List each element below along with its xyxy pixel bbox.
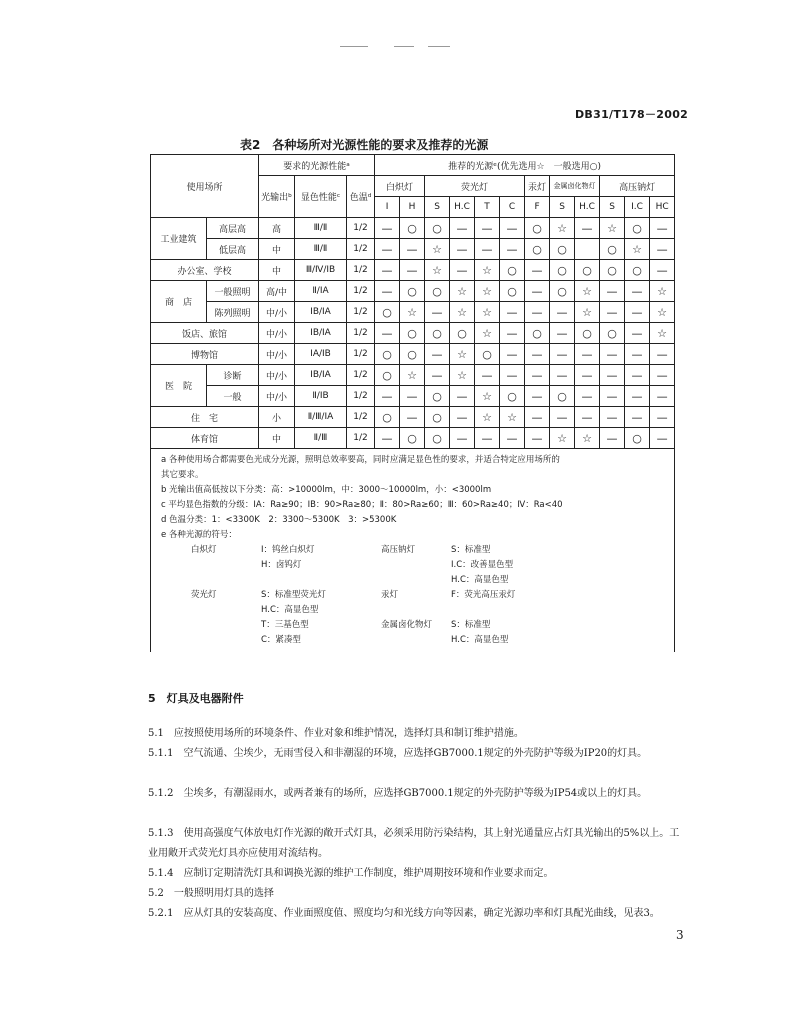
lamp-group-header: 荧光灯	[425, 176, 525, 197]
color-render-value: ⅠB/ⅠA	[295, 323, 347, 344]
lamp-code-header: I.C	[625, 197, 650, 218]
table-note: b 光输出值高低按以下分类：高：>10000lm，中：3000～10000lm，小：<3000lm	[161, 485, 492, 495]
place-label: 办公室、学校	[151, 260, 259, 281]
symbol-code	[381, 603, 451, 618]
lamp-code-header: F	[525, 197, 550, 218]
recommend-symbol: —	[450, 260, 475, 281]
lamp-code-header: HC	[650, 197, 675, 218]
lamp-code-header: I	[375, 197, 400, 218]
recommend-symbol: ○	[375, 302, 400, 323]
lamp-group-header: 金属卤化物灯	[550, 176, 600, 197]
table-note: 其它要求。	[161, 470, 204, 480]
output-value: 中/小	[259, 365, 295, 386]
symbol-code: I：钨丝白炽灯	[261, 545, 315, 555]
recommend-symbol: —	[500, 365, 525, 386]
output-value: 小	[259, 407, 295, 428]
output-value: 中/小	[259, 323, 295, 344]
output-value: 中	[259, 239, 295, 260]
recommend-symbol: ○	[400, 344, 425, 365]
recommend-symbol: —	[600, 302, 625, 323]
recommend-symbol: —	[400, 407, 425, 428]
color-temp-value: 1/2	[347, 302, 375, 323]
place-label: 体育馆	[151, 428, 259, 449]
recommend-symbol: ○	[525, 239, 550, 260]
lamp-group-header: 白炽灯	[375, 176, 425, 197]
recommend-symbol: —	[625, 365, 650, 386]
recommend-symbol: ☆	[400, 302, 425, 323]
color-temp-value: 1/2	[347, 218, 375, 239]
recommend-symbol: —	[475, 218, 500, 239]
recommend-symbol: —	[600, 407, 625, 428]
recommend-symbol: —	[600, 281, 625, 302]
body-paragraph: 5.1.4 应制订定期清洗灯具和调换光源的维护工作制度，维护周期按环境和作业要求而定。	[148, 868, 554, 879]
table-row	[151, 386, 675, 407]
recommend-symbol: —	[475, 428, 500, 449]
recommend-symbol: —	[625, 386, 650, 407]
output-value: 中/小	[259, 302, 295, 323]
recommend-symbol: —	[650, 218, 675, 239]
recommend-symbol: —	[650, 407, 675, 428]
place-group-label: 商 店	[151, 281, 207, 323]
recommend-symbol: ☆	[475, 281, 500, 302]
place-label: 住 宅	[151, 407, 259, 428]
body-paragraph: 5.1.2 尘埃多，有潮湿雨水，或两者兼有的场所，应选择GB7000.1规定的外壳防护等级为IP54或以上的灯具。	[148, 788, 648, 799]
scan-mark	[428, 46, 450, 47]
recommend-symbol: —	[525, 344, 550, 365]
page-number: 3	[676, 928, 684, 942]
recommend-symbol: ○	[575, 260, 600, 281]
recommend-symbol: ☆	[450, 302, 475, 323]
symbol-code: S：标准型荧光灯	[261, 590, 326, 600]
recommend-symbol: —	[500, 239, 525, 260]
recommend-symbol: ☆	[400, 365, 425, 386]
color-render-value: Ⅱ/ⅠB	[295, 386, 347, 407]
body-paragraph: 5.1 应按照使用场所的环境条件、作业对象和维护情况，选择灯具和制订维护措施。	[148, 728, 524, 739]
symbol-code	[191, 618, 261, 633]
recommend-symbol: ○	[575, 323, 600, 344]
recommend-symbol: ○	[525, 218, 550, 239]
recommend-symbol: —	[650, 386, 675, 407]
place-group-label: 工业建筑	[151, 218, 207, 260]
color-render-value: ⅠB/ⅠA	[295, 302, 347, 323]
recommend-symbol: —	[525, 386, 550, 407]
recommend-symbol: —	[375, 323, 400, 344]
recommend-symbol: ○	[550, 281, 575, 302]
recommend-symbol: —	[400, 260, 425, 281]
table-row	[151, 428, 675, 449]
output-value: 高/中	[259, 281, 295, 302]
lamp-code-header: C	[500, 197, 525, 218]
recommend-symbol: —	[650, 260, 675, 281]
color-temp-value: 1/2	[347, 386, 375, 407]
recommend-symbol: ☆	[475, 302, 500, 323]
recommend-symbol: ○	[600, 260, 625, 281]
recommend-symbol: ○	[550, 239, 575, 260]
symbol-code	[191, 633, 261, 648]
table-row	[151, 218, 675, 239]
recommend-symbol: —	[650, 428, 675, 449]
color-render-value: Ⅲ/Ⅳ/ⅠB	[295, 260, 347, 281]
recommend-symbol: —	[425, 344, 450, 365]
table-row	[151, 407, 675, 428]
place-sub-label: 一般	[207, 386, 259, 407]
recommend-symbol: —	[450, 239, 475, 260]
symbol-code: 白炽灯	[191, 545, 217, 555]
recommend-symbol: ○	[450, 323, 475, 344]
recommend-symbol: ○	[525, 323, 550, 344]
recommend-symbol: ○	[375, 365, 400, 386]
recommend-symbol: —	[625, 323, 650, 344]
recommend-symbol: —	[375, 239, 400, 260]
recommend-symbol: —	[575, 365, 600, 386]
recommend-symbol: —	[525, 428, 550, 449]
place-label: 饭店、旅馆	[151, 323, 259, 344]
recommend-symbol: —	[625, 407, 650, 428]
recommend-symbol: —	[400, 239, 425, 260]
recommend-symbol: ☆	[475, 260, 500, 281]
lamp-group-header: 汞灯	[525, 176, 550, 197]
place-sub-label: 一般照明	[207, 281, 259, 302]
header-required: 要求的光源性能ᵃ	[259, 155, 375, 176]
symbol-code	[381, 633, 451, 648]
output-value: 中/小	[259, 386, 295, 407]
color-render-value: Ⅲ/Ⅱ	[295, 218, 347, 239]
output-value: 高	[259, 218, 295, 239]
color-temp-value: 1/2	[347, 365, 375, 386]
recommend-symbol: ○	[400, 323, 425, 344]
recommend-symbol: —	[525, 260, 550, 281]
recommend-symbol: —	[550, 365, 575, 386]
recommend-symbol: ☆	[650, 281, 675, 302]
recommend-symbol: —	[575, 344, 600, 365]
recommend-symbol: —	[600, 365, 625, 386]
recommend-symbol: —	[625, 344, 650, 365]
recommend-symbol: ○	[500, 386, 525, 407]
recommend-symbol: —	[425, 365, 450, 386]
color-temp-value: 1/2	[347, 239, 375, 260]
recommend-symbol: ☆	[550, 218, 575, 239]
color-temp-value: 1/2	[347, 281, 375, 302]
recommend-symbol: ○	[500, 260, 525, 281]
recommend-symbol: —	[575, 386, 600, 407]
recommend-symbol: ○	[425, 323, 450, 344]
recommend-symbol: —	[400, 386, 425, 407]
recommend-symbol: ○	[475, 344, 500, 365]
body-paragraph: 5.2.1 应从灯具的安装高度、作业面照度值、照度均匀和光线方向等因素，确定光源功率和灯具配光曲线，见表3。	[148, 908, 660, 919]
header-color-render: 显色性能ᶜ	[295, 176, 347, 218]
recommend-symbol: —	[525, 302, 550, 323]
place-group-label: 医 院	[151, 365, 207, 407]
place-label: 博物馆	[151, 344, 259, 365]
symbol-code: H.C：高显色型	[451, 635, 509, 645]
lamp-code-header: T	[475, 197, 500, 218]
lamp-code-header: S	[550, 197, 575, 218]
light-source-table	[150, 154, 675, 652]
color-render-value: Ⅱ/Ⅲ/ⅠA	[295, 407, 347, 428]
recommend-symbol: —	[550, 407, 575, 428]
symbol-code: C：紧凑型	[261, 635, 301, 645]
output-value: 中	[259, 260, 295, 281]
recommend-symbol: ○	[550, 260, 575, 281]
recommend-symbol: —	[575, 407, 600, 428]
header-output: 光输出ᵇ	[259, 176, 295, 218]
recommend-symbol: ○	[550, 386, 575, 407]
lamp-code-header: S	[425, 197, 450, 218]
recommend-symbol: —	[375, 281, 400, 302]
symbol-code	[261, 573, 381, 588]
recommend-symbol: ☆	[600, 218, 625, 239]
symbol-code: I.C：改善显色型	[451, 560, 514, 570]
recommend-symbol: ☆	[475, 407, 500, 428]
recommend-symbol: —	[625, 302, 650, 323]
recommend-symbol: —	[500, 344, 525, 365]
color-render-value: Ⅱ/Ⅲ	[295, 428, 347, 449]
color-temp-value: 1/2	[347, 323, 375, 344]
place-sub-label: 陈列照明	[207, 302, 259, 323]
color-render-value: ⅠA/ⅠB	[295, 344, 347, 365]
table-note: a 各种使用场合都需要色光成分光源，照明总效率要高，同时应满足显色性的要求，并适合特定应用场所的	[161, 455, 560, 465]
recommend-symbol: —	[550, 302, 575, 323]
output-value: 中	[259, 428, 295, 449]
recommend-symbol: ☆	[500, 407, 525, 428]
recommend-symbol: ○	[425, 218, 450, 239]
place-sub-label: 低层高	[207, 239, 259, 260]
recommend-symbol: ○	[375, 344, 400, 365]
notes-row	[151, 449, 675, 653]
header-place: 使用场所	[151, 155, 259, 218]
recommend-symbol: ○	[400, 428, 425, 449]
recommend-symbol: —	[375, 428, 400, 449]
place-sub-label: 高层高	[207, 218, 259, 239]
recommend-symbol: —	[450, 407, 475, 428]
recommend-symbol: ○	[425, 386, 450, 407]
color-temp-value: 1/2	[347, 428, 375, 449]
recommend-symbol: ☆	[575, 302, 600, 323]
recommend-symbol: ☆	[550, 428, 575, 449]
table-row	[151, 323, 675, 344]
recommend-symbol: —	[500, 302, 525, 323]
recommend-symbol: —	[375, 218, 400, 239]
recommend-symbol: ☆	[450, 281, 475, 302]
symbol-code	[191, 603, 261, 618]
recommend-symbol: —	[600, 428, 625, 449]
recommend-symbol: —	[500, 428, 525, 449]
symbol-code: 高压钠灯	[381, 545, 416, 555]
symbol-code: T：三基色型	[261, 620, 309, 630]
recommend-symbol: —	[550, 323, 575, 344]
body-paragraph: 5.2 一般照明用灯具的选择	[148, 888, 274, 899]
recommend-symbol: —	[375, 260, 400, 281]
recommend-symbol: —	[475, 239, 500, 260]
recommend-symbol: ☆	[650, 323, 675, 344]
recommend-symbol: —	[525, 281, 550, 302]
lamp-group-header: 高压钠灯	[600, 176, 675, 197]
recommend-symbol: ○	[425, 281, 450, 302]
symbol-code	[381, 558, 451, 573]
table-row	[151, 302, 675, 323]
recommend-symbol: —	[650, 344, 675, 365]
recommend-symbol: —	[425, 302, 450, 323]
recommend-symbol: ○	[500, 281, 525, 302]
body-paragraph: 5.1.3 使用高强度气体放电灯作光源的敞开式灯具，必须采用防污染结构，其上射光通量应占灯具光输出的5%以上。工业用敞开式荧光灯具亦应使用对流结构。	[148, 828, 680, 859]
recommend-symbol: ○	[375, 407, 400, 428]
symbol-code	[381, 573, 451, 588]
symbol-code: H.C：高显色型	[261, 605, 319, 615]
lamp-code-header: H.C	[450, 197, 475, 218]
color-render-value: ⅠB/ⅠA	[295, 365, 347, 386]
table-title: 表2 各种场所对光源性能的要求及推荐的光源	[240, 138, 489, 152]
symbol-code: H.C：高显色型	[451, 575, 509, 585]
table-row	[151, 365, 675, 386]
recommend-symbol: ○	[625, 428, 650, 449]
recommend-symbol: ☆	[450, 344, 475, 365]
table-row	[151, 239, 675, 260]
recommend-symbol: —	[600, 344, 625, 365]
recommend-symbol: ○	[625, 260, 650, 281]
recommend-symbol: —	[600, 386, 625, 407]
table-note: c 平均显色指数的分级：ⅠA：Ra≥90；ⅠB：90>Ra≥80；Ⅱ：80>Ra≥60；Ⅲ：60>Ra≥40；Ⅳ：Ra<40	[161, 500, 563, 510]
symbol-code	[451, 603, 591, 618]
table-notes	[151, 449, 675, 653]
symbol-code: F：荧光高压汞灯	[451, 590, 516, 600]
lamp-code-header: H	[400, 197, 425, 218]
header-color-temp: 色温ᵈ	[347, 176, 375, 218]
table-row	[151, 344, 675, 365]
recommend-symbol: ○	[600, 323, 625, 344]
table-row	[151, 260, 675, 281]
recommend-symbol: —	[525, 407, 550, 428]
section-heading: 5 灯具及电器附件	[148, 692, 244, 705]
symbol-code: 荧光灯	[191, 590, 217, 600]
recommend-symbol: —	[525, 365, 550, 386]
output-value: 中/小	[259, 344, 295, 365]
lamp-code-header: H.C	[575, 197, 600, 218]
recommend-symbol: ☆	[575, 281, 600, 302]
recommend-symbol: —	[625, 281, 650, 302]
recommend-symbol: ☆	[575, 428, 600, 449]
color-temp-value: 1/2	[347, 344, 375, 365]
symbol-code: 汞灯	[381, 590, 399, 600]
recommend-symbol: ○	[400, 281, 425, 302]
recommend-symbol: ☆	[475, 386, 500, 407]
header-recommended: 推荐的光源ᵉ(优先选用☆ 一般选用○)	[375, 155, 675, 176]
table-row	[151, 281, 675, 302]
recommend-symbol: —	[550, 344, 575, 365]
recommend-symbol: —	[375, 386, 400, 407]
recommend-symbol: —	[450, 428, 475, 449]
color-temp-value: 1/2	[347, 407, 375, 428]
symbol-code	[191, 573, 261, 588]
recommend-symbol: —	[475, 365, 500, 386]
lamp-code-header: S	[600, 197, 625, 218]
symbol-code: 金属卤化物灯	[381, 620, 433, 630]
scan-mark	[394, 46, 414, 47]
symbol-code	[191, 558, 261, 573]
recommend-symbol: —	[575, 218, 600, 239]
recommend-symbol: ○	[425, 428, 450, 449]
symbol-code: S：标准型	[451, 620, 491, 630]
color-render-value: Ⅱ/ⅠA	[295, 281, 347, 302]
recommend-symbol: —	[500, 323, 525, 344]
recommend-symbol: ☆	[425, 239, 450, 260]
document-code: DB31/T178－2002	[575, 108, 689, 121]
symbol-code: H：卤钨灯	[261, 560, 302, 570]
recommend-symbol: —	[650, 239, 675, 260]
scan-mark	[340, 46, 368, 47]
body-paragraph: 5.1.1 空气流通、尘埃少，无雨雪侵入和非潮湿的环境，应选择GB7000.1规定的外壳防护等级为IP20的灯具。	[148, 748, 648, 759]
recommend-symbol: ☆	[650, 302, 675, 323]
recommend-symbol: ☆	[450, 365, 475, 386]
recommend-symbol: —	[500, 218, 525, 239]
recommend-symbol: —	[650, 365, 675, 386]
table-note: d 色温分类：1：<3300K 2：3300～5300K 3：>5300K	[161, 515, 397, 525]
recommend-symbol: ☆	[425, 260, 450, 281]
recommend-symbol: ○	[425, 407, 450, 428]
color-temp-value: 1/2	[347, 260, 375, 281]
recommend-symbol: ○	[625, 218, 650, 239]
recommend-symbol: ○	[600, 239, 625, 260]
table-note: e 各种光源的符号：	[161, 530, 237, 540]
place-sub-label: 诊断	[207, 365, 259, 386]
symbol-code-list	[161, 543, 674, 648]
symbol-code: S：标准型	[451, 545, 491, 555]
recommend-symbol: —	[450, 386, 475, 407]
recommend-symbol	[575, 239, 600, 260]
recommend-symbol: —	[450, 218, 475, 239]
recommend-symbol: ☆	[625, 239, 650, 260]
recommend-symbol: ○	[400, 218, 425, 239]
recommend-symbol: ☆	[475, 323, 500, 344]
color-render-value: Ⅲ/Ⅱ	[295, 239, 347, 260]
